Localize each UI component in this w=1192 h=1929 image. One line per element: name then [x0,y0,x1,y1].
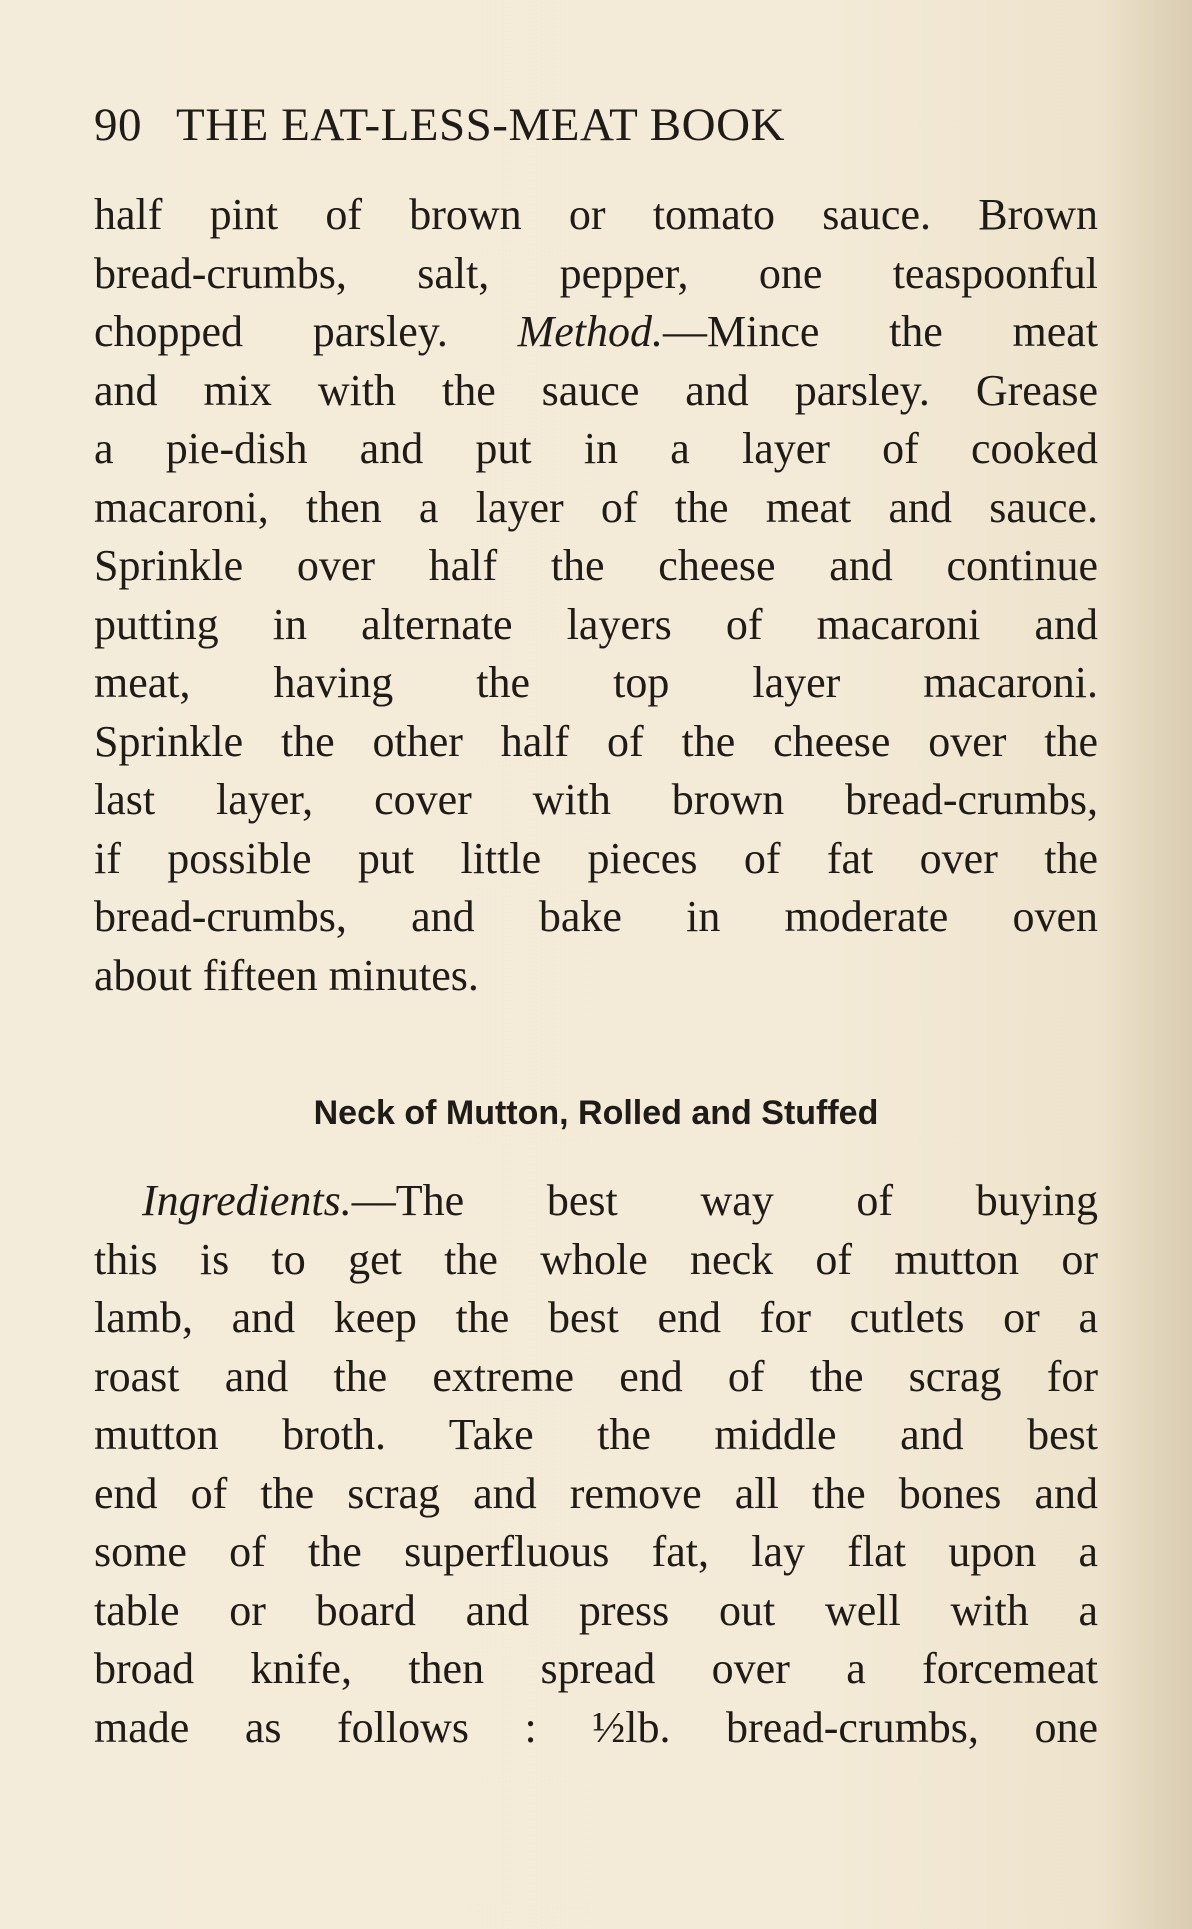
paragraph-method [94,186,1098,1005]
text-segment: —The best way of buying [351,1176,1098,1225]
text-line: broad knife, then spread over a forcemeat [94,1644,1098,1693]
text-line: putting in alternate layers of macaroni and [94,599,1098,649]
text-line: this is to get the whole neck of mutton or [94,1234,1098,1284]
text-line: macaroni, then a layer of the meat and sauce. [94,482,1098,532]
text-line: roast and the extreme end of the scrag for [94,1351,1098,1401]
text-line: mutton broth. Take the middle and best [94,1410,1098,1459]
text-line [94,1172,1098,1231]
text-line: end of the scrag and remove all the bones and [94,1468,1098,1518]
paragraph-ingredients [94,1172,1098,1757]
text-segment: chopped parsley. [94,307,518,356]
text-line: bread-crumbs, salt, pepper, one teaspoonful [94,248,1098,298]
ingredients-label: Ingredients. [142,1176,352,1225]
text-line: half pint of brown or tomato sauce. Brown [94,190,1098,239]
text-line: some of the superfluous fat, lay flat upon a [94,1527,1098,1576]
text-line: bread-crumbs, and bake in moderate oven [94,892,1098,941]
text-line: table or board and press out well with a [94,1585,1098,1635]
recipe-title: Neck of Mutton, Rolled and Stuffed [313,1094,879,1132]
running-header [94,98,785,152]
text-line: Sprinkle the other half of the cheese over the [94,716,1098,766]
text-line: made as follows : ½lb. bread-crumbs, one [94,1702,1098,1752]
running-title: THE EAT-LESS-MEAT BOOK [176,99,785,151]
text-line: and mix with the sauce and parsley. Grease [94,365,1098,415]
text-line: meat, having the top layer macaroni. [94,658,1098,707]
method-label: Method. [517,307,663,356]
text-line: if possible put little pieces of fat over the [94,833,1098,883]
text-line: Sprinkle over half the cheese and continue [94,541,1098,590]
text-line [94,303,1098,362]
text-line: lamb, and keep the best end for cutlets or a [94,1293,1098,1342]
text-line: about fifteen minutes. [94,950,479,1000]
text-line: a pie-dish and put in a layer of cooked [94,424,1098,473]
text-line: last layer, cover with brown bread-crumbs, [94,775,1098,824]
page-number: 90 [94,99,142,151]
text-segment: —Mince the meat [663,307,1098,356]
